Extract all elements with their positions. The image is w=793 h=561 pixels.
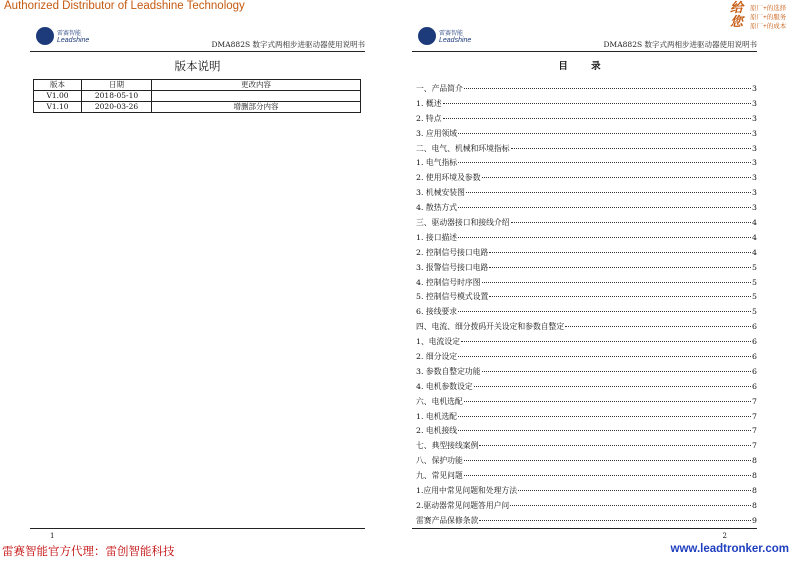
toc-leader-dots xyxy=(458,162,751,163)
toc-entry-page: 4 xyxy=(752,247,757,257)
toc-leader-dots xyxy=(464,460,751,461)
toc-leader-dots xyxy=(511,148,751,149)
toc-entry[interactable] xyxy=(416,217,757,232)
toc-leader-dots xyxy=(482,371,752,372)
toc-leader-dots xyxy=(482,177,752,178)
column-header: 日期 xyxy=(82,80,152,91)
page-number: 2 xyxy=(722,532,727,540)
toc-entry[interactable] xyxy=(416,336,757,351)
toc-entry-title: 4. 电机参数设定 xyxy=(416,381,473,391)
table-cell: V1.10 xyxy=(34,102,82,113)
toc-entry[interactable] xyxy=(416,128,757,143)
website-link[interactable]: www.leadtronker.com xyxy=(670,543,789,555)
toc-entry-page: 9 xyxy=(752,515,757,525)
toc-leader-dots xyxy=(565,326,751,327)
toc-entry-title: 一、产品简介 xyxy=(416,84,463,93)
toc-entry[interactable] xyxy=(416,440,757,455)
table-header-row xyxy=(34,80,361,91)
toc-leader-dots xyxy=(511,222,751,223)
toc-entry-title: 二、电气、机械和环境指标 xyxy=(416,143,510,153)
toc-entry[interactable] xyxy=(416,306,757,321)
toc-entry[interactable] xyxy=(416,381,757,396)
footer-divider xyxy=(30,528,365,529)
column-header: 版本 xyxy=(34,80,82,91)
toc-entry-page: 7 xyxy=(752,441,757,451)
toc-leader-dots xyxy=(443,118,752,119)
toc-entry-page: 8 xyxy=(752,471,757,481)
document-page-2 xyxy=(412,20,757,540)
toc-entry[interactable] xyxy=(416,113,757,128)
table-row xyxy=(34,102,361,113)
leadshine-logo: 雷赛智能 Leadshine xyxy=(418,25,488,51)
toc-entry-title: 3. 机械安装图 xyxy=(416,188,465,198)
toc-entry-page: 8 xyxy=(752,486,757,496)
toc-entry[interactable] xyxy=(416,202,757,217)
toc-entry[interactable] xyxy=(416,411,757,426)
toc-leader-dots xyxy=(518,490,751,491)
toc-entry-title: 5. 控制信号模式设置 xyxy=(416,292,489,302)
table-cell: 增删部分内容 xyxy=(152,102,361,113)
toc-entry-title: 三、驱动器接口和接线介绍 xyxy=(416,218,510,228)
table-of-contents xyxy=(416,83,757,530)
page-title: 版本说明 xyxy=(174,59,221,73)
toc-entry-title: 4. 控制信号时序图 xyxy=(416,277,481,287)
toc-entry[interactable] xyxy=(416,455,757,470)
toc-entry-page: 7 xyxy=(752,411,757,421)
toc-entry-page: 5 xyxy=(752,292,757,302)
footer-divider xyxy=(412,528,757,529)
document-page-1 xyxy=(30,20,365,540)
table-row xyxy=(34,91,361,102)
distributor-banner: Authorized Distributor of Leadshine Technology xyxy=(4,0,245,12)
toc-entry-page: 4 xyxy=(752,232,757,242)
toc-entry-title: 2. 细分设定 xyxy=(416,352,458,362)
toc-entry[interactable] xyxy=(416,143,757,158)
toc-entry[interactable] xyxy=(416,187,757,202)
toc-leader-dots xyxy=(443,103,752,104)
toc-leader-dots xyxy=(479,520,751,521)
slogan-tag: 原厂+的选择 xyxy=(750,5,787,12)
toc-entry-title: 六、电机选配 xyxy=(416,396,463,406)
toc-entry-title: 1. 电机选配 xyxy=(416,411,458,421)
toc-entry-title: 2.驱动器常见问题答用户问 xyxy=(416,500,510,510)
page-header-title: DMA882S 数字式两相步进驱动器使用说明书 xyxy=(211,40,365,49)
toc-entry-title: 2. 电机接线 xyxy=(416,426,458,436)
agent-footer: 雷赛智能官方代理：雷创智能科技 xyxy=(2,546,175,558)
toc-leader-dots xyxy=(466,192,751,193)
toc-entry[interactable] xyxy=(416,277,757,292)
toc-entry-page: 6 xyxy=(752,352,757,362)
toc-entry[interactable] xyxy=(416,83,757,98)
toc-entry-page: 3 xyxy=(752,113,757,123)
toc-entry-title: 1.应用中常见问题和处理方法 xyxy=(416,486,518,496)
table-cell: V1.00 xyxy=(34,91,82,102)
toc-entry-page: 5 xyxy=(752,307,757,317)
leadshine-logo: 雷赛智能 Leadshine xyxy=(36,25,106,51)
toc-entry-title: 1. 概述 xyxy=(416,98,442,108)
table-cell: 2018-05-10 xyxy=(82,91,152,102)
toc-entry-page: 4 xyxy=(752,218,757,228)
toc-entry-page: 3 xyxy=(752,158,757,168)
toc-entry[interactable] xyxy=(416,98,757,113)
page-header-title: DMA882S 数字式两相步进驱动器使用说明书 xyxy=(603,40,757,49)
toc-entry[interactable] xyxy=(416,470,757,485)
toc-entry-page: 3 xyxy=(752,173,757,183)
table-cell: 2020-03-26 xyxy=(82,102,152,113)
toc-leader-dots xyxy=(458,416,751,417)
toc-entry-page: 3 xyxy=(752,203,757,213)
toc-entry[interactable] xyxy=(416,366,757,381)
toc-entry-title: 6. 接线要求 xyxy=(416,307,458,317)
toc-entry-page: 7 xyxy=(752,396,757,406)
toc-entry-title: 八、保护功能 xyxy=(416,456,463,466)
page-number: 1 xyxy=(50,532,55,540)
toc-entry-page: 5 xyxy=(752,277,757,287)
toc-entry-page: 5 xyxy=(752,262,757,272)
toc-entry-page: 3 xyxy=(752,128,757,138)
toc-entry[interactable] xyxy=(416,247,757,262)
toc-entry-title: 1. 接口描述 xyxy=(416,232,458,242)
toc-entry[interactable] xyxy=(416,500,757,515)
toc-entry-page: 8 xyxy=(752,500,757,510)
slogan-tag: 原厂+的服务 xyxy=(750,14,787,21)
toc-entry-title: 4. 散热方式 xyxy=(416,203,458,213)
toc-entry-page: 3 xyxy=(752,84,757,93)
toc-entry-page: 6 xyxy=(752,337,757,347)
toc-entry[interactable] xyxy=(416,172,757,187)
slogan-tag: 原厂+的成本 xyxy=(750,23,787,30)
slogan-chars: 给 您 xyxy=(730,1,744,30)
toc-entry[interactable] xyxy=(416,262,757,277)
toc-entry-page: 6 xyxy=(752,322,757,332)
toc-entry-title: 雷赛产品保修条款 xyxy=(416,515,479,525)
toc-entry-title: 1、电流设定 xyxy=(416,337,460,347)
toc-entry-title: 2. 特点 xyxy=(416,113,442,123)
toc-leader-dots xyxy=(489,267,751,268)
toc-entry-page: 7 xyxy=(752,426,757,436)
toc-leader-dots xyxy=(458,430,751,431)
toc-leader-dots xyxy=(458,133,751,134)
toc-leader-dots xyxy=(458,356,751,357)
table-cell xyxy=(152,91,361,102)
toc-entry-title: 2. 控制信号接口电路 xyxy=(416,247,489,257)
toc-entry[interactable] xyxy=(416,232,757,247)
toc-leader-dots xyxy=(489,252,751,253)
toc-entry-title: 1. 电气指标 xyxy=(416,158,458,168)
toc-leader-dots xyxy=(458,237,751,238)
toc-entry-page: 3 xyxy=(752,143,757,153)
toc-title: 目 录 xyxy=(558,61,611,72)
toc-entry-page: 3 xyxy=(752,98,757,108)
toc-entry[interactable] xyxy=(416,157,757,172)
toc-entry[interactable] xyxy=(416,396,757,411)
leadshine-logo-icon xyxy=(36,27,54,45)
toc-leader-dots xyxy=(489,296,751,297)
toc-leader-dots xyxy=(464,88,751,89)
column-header: 更改内容 xyxy=(152,80,361,91)
toc-leader-dots xyxy=(510,505,751,506)
toc-entry[interactable] xyxy=(416,351,757,366)
toc-leader-dots xyxy=(458,311,751,312)
toc-entry-page: 8 xyxy=(752,456,757,466)
toc-entry-title: 七、典型接线案例 xyxy=(416,441,479,451)
toc-entry-page: 6 xyxy=(752,366,757,376)
toc-leader-dots xyxy=(474,386,751,387)
toc-entry-title: 2. 使用环境及参数 xyxy=(416,173,481,183)
toc-entry-title: 3. 应用领域 xyxy=(416,128,458,138)
header-divider xyxy=(30,51,365,52)
toc-entry-page: 6 xyxy=(752,381,757,391)
toc-entry[interactable] xyxy=(416,425,757,440)
toc-entry[interactable] xyxy=(416,485,757,500)
leadshine-logo-icon xyxy=(418,27,436,45)
toc-leader-dots xyxy=(461,341,751,342)
toc-entry[interactable] xyxy=(416,291,757,306)
toc-leader-dots xyxy=(458,207,751,208)
version-table xyxy=(33,79,361,113)
toc-entry[interactable] xyxy=(416,321,757,336)
toc-leader-dots xyxy=(464,475,751,476)
header-divider xyxy=(412,51,757,52)
toc-leader-dots xyxy=(482,282,752,283)
toc-entry-title: 3. 报警信号接口电路 xyxy=(416,262,489,272)
toc-entry-title: 九、常见问题 xyxy=(416,471,463,481)
toc-entry-title: 四、电流、细分拨码开关设定和参数自整定 xyxy=(416,322,565,332)
toc-entry-title: 3. 参数自整定功能 xyxy=(416,366,481,376)
toc-entry-page: 3 xyxy=(752,188,757,198)
toc-leader-dots xyxy=(464,401,751,402)
toc-leader-dots xyxy=(479,445,751,446)
